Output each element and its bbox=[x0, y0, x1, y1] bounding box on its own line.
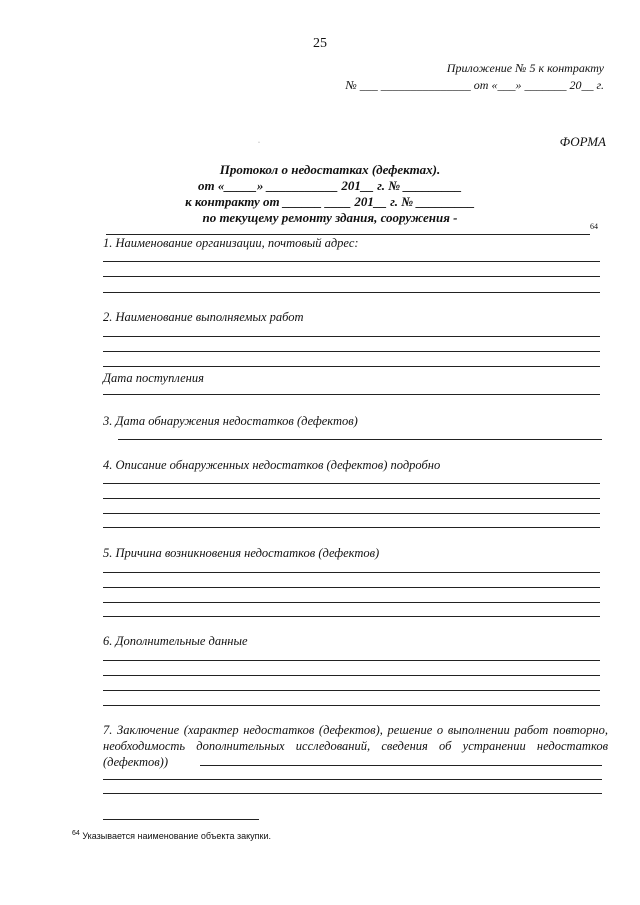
footnote-number: 64 bbox=[72, 830, 80, 837]
section-5-line bbox=[103, 602, 600, 603]
section-6-line bbox=[103, 675, 600, 676]
section-6-label: 6. Дополнительные данные bbox=[103, 634, 248, 648]
footnote-text: Указывается наименование объекта закупки. bbox=[82, 831, 271, 841]
section-3-line bbox=[118, 439, 602, 440]
title-line-4: по текущему ремонту здания, сооружения - bbox=[202, 210, 458, 225]
protocol-title bbox=[0, 162, 640, 226]
section-7-line bbox=[200, 765, 602, 766]
section-2-label: 2. Наименование выполняемых работ bbox=[103, 310, 304, 324]
appendix-line-2: № ___ _______________ от «___» _______ 20__ г. bbox=[345, 78, 604, 92]
section-7-line bbox=[103, 779, 602, 780]
form-label: ФОРМА bbox=[559, 134, 606, 149]
section-4-line bbox=[103, 527, 600, 528]
section-6-line bbox=[103, 690, 600, 691]
section-1-label: 1. Наименование организации, почтовый адрес: bbox=[103, 236, 359, 250]
section-5-label: 5. Причина возникновения недостатков (дефектов) bbox=[103, 546, 380, 560]
section-2-line bbox=[103, 366, 600, 367]
title-line-1: Протокол о недостатках (дефектах). bbox=[219, 162, 441, 177]
section-6-line bbox=[103, 705, 600, 706]
appendix-header bbox=[345, 60, 604, 94]
section-2-line bbox=[103, 336, 600, 337]
section-1-line bbox=[103, 292, 600, 293]
title-line-2: от «_____» ___________ 201__ г. № _________ bbox=[198, 178, 462, 193]
section-3-label: 3. Дата обнаружения недостатков (дефектов) bbox=[103, 414, 358, 428]
section-2-line bbox=[103, 351, 600, 352]
stray-dot: · bbox=[258, 140, 260, 146]
section-7-line bbox=[103, 793, 602, 794]
page-number: 25 bbox=[313, 36, 327, 51]
section-5-line bbox=[103, 572, 600, 573]
section-4-line bbox=[103, 498, 600, 499]
section-7-label: 7. Заключение (характер недостатков (дефектов), решение о выполнении работ повторно, необходимость дополнительных исследований, сведения об устранении недостатков (дефектов)) bbox=[103, 723, 608, 769]
section-4-line bbox=[103, 483, 600, 484]
object-name-line bbox=[106, 234, 590, 235]
section-1-line bbox=[103, 276, 600, 277]
footnote-reference: 64 bbox=[590, 222, 598, 231]
footnote bbox=[72, 830, 271, 841]
date-receipt-label: Дата поступления bbox=[103, 371, 204, 385]
section-5-line bbox=[103, 616, 600, 617]
section-1-line bbox=[103, 261, 600, 262]
section-6-line bbox=[103, 660, 600, 661]
section-4-line bbox=[103, 513, 600, 514]
appendix-line-1: Приложение № 5 к контракту bbox=[446, 61, 604, 75]
footnote-separator bbox=[103, 819, 259, 820]
section-5-line bbox=[103, 587, 600, 588]
title-line-3: к контракту от ______ ____ 201__ г. № _________ bbox=[185, 194, 475, 209]
section-4-label: 4. Описание обнаруженных недостатков (дефектов) подробно bbox=[103, 458, 441, 472]
date-receipt-line bbox=[103, 394, 600, 395]
